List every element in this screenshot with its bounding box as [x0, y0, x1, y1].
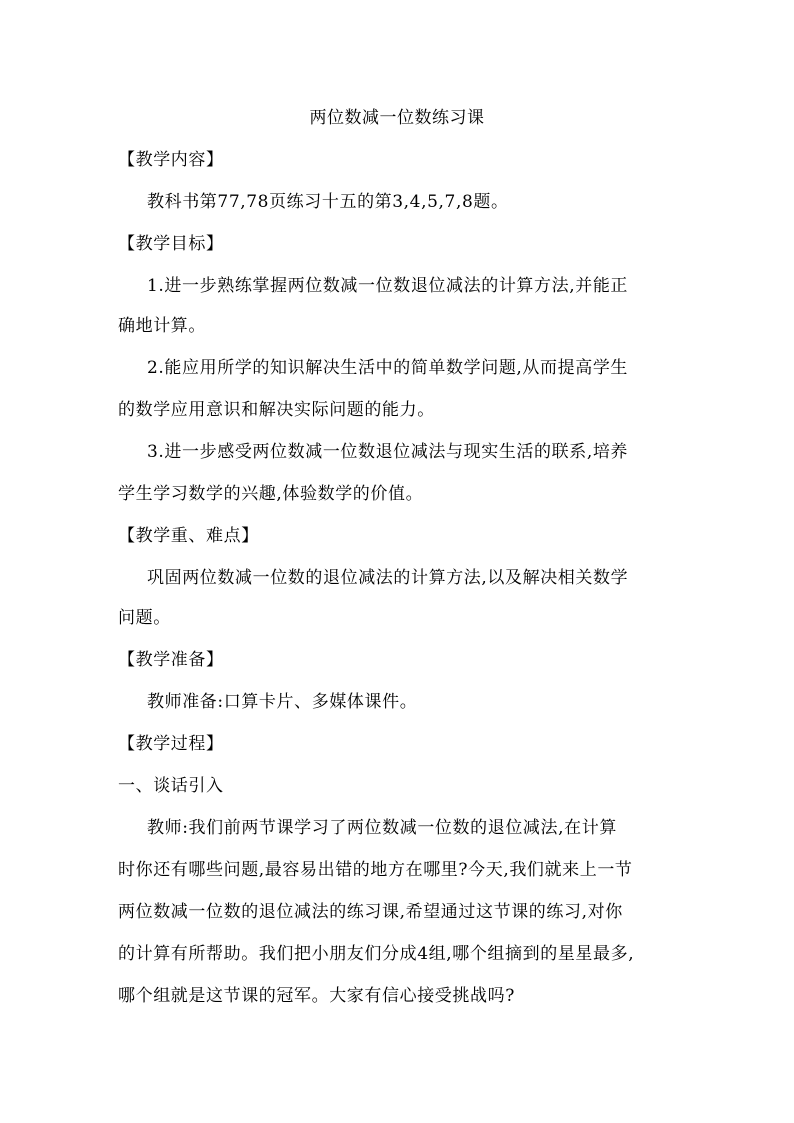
intro-line-1: 教师:我们前两节课学习了两位数减一位数的退位减法,在计算: [147, 818, 617, 838]
section-heading-content: 【教学内容】: [118, 150, 224, 170]
goal-2-line-2: 的数学应用意识和解决实际问题的能力。: [118, 400, 435, 420]
intro-line-4: 的计算有所帮助。我们把小朋友们分成4组,哪个组摘到的星星最多,: [118, 944, 635, 964]
intro-line-5: 哪个组就是这节课的冠军。大家有信心接受挑战吗?: [118, 986, 515, 1006]
key-points-line-2: 问题。: [118, 608, 171, 628]
step-heading-intro: 一、谈话引入: [118, 776, 224, 796]
section-heading-process: 【教学过程】: [118, 734, 224, 754]
goal-2-line-1: 2.能应用所学的知识解决生活中的简单数学问题,从而提高学生: [147, 358, 629, 378]
goal-3-line-1: 3.进一步感受两位数减一位数退位减法与现实生活的联系,培养: [147, 442, 629, 462]
intro-line-3: 两位数减一位数的退位减法的练习课,希望通过这节课的练习,对你: [118, 902, 623, 922]
goal-3-line-2: 学生学习数学的兴趣,体验数学的价值。: [118, 484, 424, 504]
goal-1-line-2: 确地计算。: [118, 316, 206, 336]
document-title: 两位数减一位数练习课: [309, 108, 485, 128]
goal-1-line-1: 1.进一步熟练掌握两位数减一位数退位减法的计算方法,并能正: [147, 276, 629, 296]
key-points-line-1: 巩固两位数减一位数的退位减法的计算方法,以及解决相关数学: [147, 568, 629, 588]
paragraph-content: 教科书第77,78页练习十五的第3,4,5,7,8题。: [147, 192, 509, 212]
section-heading-key-points: 【教学重、难点】: [118, 526, 259, 546]
paragraph-preparation: 教师准备:口算卡片、多媒体课件。: [147, 692, 418, 712]
intro-line-2: 时你还有哪些问题,最容易出错的地方在哪里?今天,我们就来上一节: [118, 860, 633, 880]
section-heading-goals: 【教学目标】: [118, 234, 224, 254]
section-heading-preparation: 【教学准备】: [118, 650, 224, 670]
